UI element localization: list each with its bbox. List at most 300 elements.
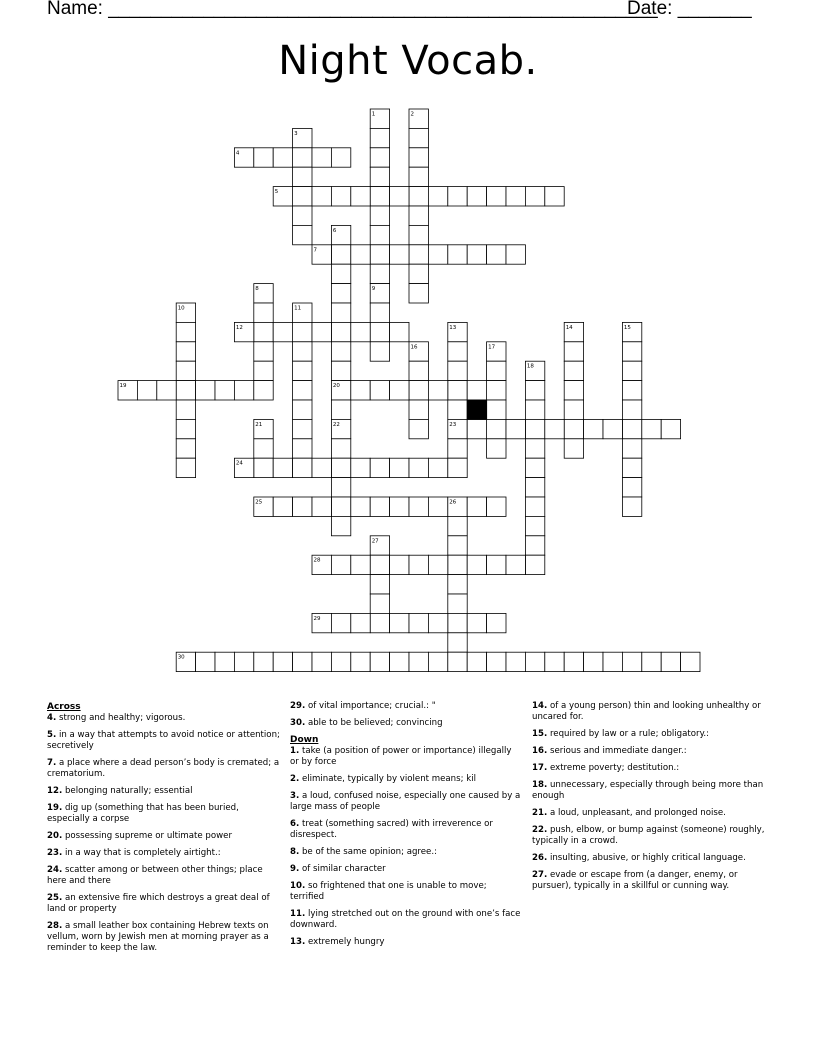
grid-cell[interactable]	[525, 478, 544, 497]
grid-cell[interactable]	[370, 594, 389, 613]
grid-cell[interactable]	[370, 245, 389, 264]
clue-item	[532, 870, 766, 892]
grid-cell[interactable]	[409, 419, 428, 438]
grid-cell[interactable]	[506, 245, 525, 264]
grid-cell[interactable]	[428, 245, 447, 264]
grid-cell[interactable]	[273, 322, 292, 341]
clue-number: 4.	[47, 713, 57, 723]
grid-cell[interactable]	[331, 458, 350, 477]
grid-cell[interactable]	[642, 419, 661, 438]
grid-cell[interactable]	[448, 381, 467, 400]
grid-cell[interactable]	[331, 497, 350, 516]
down-heading: Down	[290, 735, 319, 745]
grid-cell[interactable]	[293, 342, 312, 361]
grid-cell[interactable]	[525, 439, 544, 458]
grid-cell[interactable]	[331, 342, 350, 361]
grid-cell[interactable]	[176, 381, 195, 400]
clue-item	[532, 808, 766, 819]
cell-number: 22	[332, 421, 340, 428]
cell-number: 7	[313, 247, 317, 254]
grid-cell[interactable]	[254, 458, 273, 477]
cell-number: 28	[313, 557, 321, 564]
grid-cell[interactable]	[370, 497, 389, 516]
grid-cell[interactable]	[331, 555, 350, 574]
clue-number: 18.	[532, 780, 548, 790]
grid-cell[interactable]	[273, 148, 292, 167]
grid-cell[interactable]	[312, 322, 331, 341]
grid-cell[interactable]	[525, 381, 544, 400]
grid-cell[interactable]	[409, 187, 428, 206]
clues-column-1	[47, 700, 281, 960]
grid-cell[interactable]	[370, 381, 389, 400]
grid-cell[interactable]	[603, 419, 622, 438]
grid-cell[interactable]	[176, 322, 195, 341]
grid-cell[interactable]	[622, 478, 641, 497]
clue-number: 15.	[532, 729, 548, 739]
cell-number: 17	[488, 344, 496, 351]
grid-cell[interactable]	[564, 419, 583, 438]
grid-cell[interactable]	[467, 245, 486, 264]
cell-number: 11	[294, 305, 302, 312]
page-title: Night Vocab.	[278, 38, 538, 84]
clue-item	[47, 848, 281, 859]
clue-text: evade or escape from (a danger, enemy, or pursuer), typically in a skillful or cunning way.	[532, 870, 738, 891]
grid-cell[interactable]	[409, 497, 428, 516]
grid-cell[interactable]	[234, 652, 253, 671]
grid-cell[interactable]	[390, 555, 409, 574]
grid-cell[interactable]	[448, 652, 467, 671]
grid-cell[interactable]	[467, 497, 486, 516]
grid-cell[interactable]	[467, 555, 486, 574]
grid-cell[interactable]	[254, 322, 273, 341]
grid-cell[interactable]	[390, 187, 409, 206]
grid-cell[interactable]	[254, 148, 273, 167]
clue-text: dig up (something that has been buried, especially a corpse	[47, 803, 239, 824]
clue-number: 9.	[290, 864, 300, 874]
grid-cell[interactable]	[545, 187, 564, 206]
grid-cell[interactable]	[312, 497, 331, 516]
clue-item	[532, 853, 766, 864]
grid-cell[interactable]	[293, 497, 312, 516]
grid-cell[interactable]	[312, 458, 331, 477]
grid-cell[interactable]	[448, 439, 467, 458]
grid-cell[interactable]	[448, 400, 467, 419]
grid-cell[interactable]	[487, 381, 506, 400]
grid-cell[interactable]	[331, 148, 350, 167]
across-heading: Across	[47, 702, 81, 712]
grid-cell[interactable]	[293, 322, 312, 341]
grid-cell[interactable]	[351, 322, 370, 341]
cell-number: 6	[332, 227, 337, 234]
grid-cell[interactable]	[254, 652, 273, 671]
grid-cell[interactable]	[351, 381, 370, 400]
clue-item	[532, 763, 766, 774]
grid-cell[interactable]	[293, 400, 312, 419]
grid-cell[interactable]	[273, 497, 292, 516]
clues-column-2	[290, 700, 522, 954]
grid-cell[interactable]	[293, 652, 312, 671]
grid-cell[interactable]	[622, 652, 641, 671]
grid-cell[interactable]	[622, 497, 641, 516]
clue-item	[47, 730, 281, 752]
clue-number: 3.	[290, 791, 300, 801]
clue-text: treat (something sacred) with irreverence or disrespect.	[290, 819, 493, 840]
clue-number: 12.	[47, 786, 63, 796]
grid-cell[interactable]	[584, 652, 603, 671]
grid-cell[interactable]	[390, 381, 409, 400]
cell-number: 26	[449, 499, 457, 506]
grid-cell[interactable]	[331, 284, 350, 303]
clue-item	[532, 825, 766, 847]
grid-cell[interactable]	[351, 555, 370, 574]
grid-cell[interactable]	[428, 497, 447, 516]
clue-text: eliminate, typically by violent means; kil	[299, 774, 476, 784]
grid-cell[interactable]	[525, 555, 544, 574]
grid-cell[interactable]	[293, 381, 312, 400]
grid-cell[interactable]	[506, 419, 525, 438]
grid-cell[interactable]	[622, 381, 641, 400]
grid-cell[interactable]	[448, 342, 467, 361]
clue-item	[532, 780, 766, 802]
clue-number: 23.	[47, 848, 63, 858]
grid-cell[interactable]	[467, 419, 486, 438]
clue-item	[290, 774, 522, 785]
grid-cell[interactable]	[525, 419, 544, 438]
grid-cell[interactable]	[351, 458, 370, 477]
grid-cell[interactable]	[487, 652, 506, 671]
grid-cell[interactable]	[467, 381, 486, 400]
grid-cell[interactable]	[196, 652, 215, 671]
grid-cell[interactable]	[293, 439, 312, 458]
grid-cell[interactable]	[409, 381, 428, 400]
grid-cell[interactable]	[642, 652, 661, 671]
grid-cell[interactable]	[215, 652, 234, 671]
grid-cell[interactable]	[409, 225, 428, 244]
grid-cell[interactable]	[293, 167, 312, 186]
grid-cell[interactable]	[331, 322, 350, 341]
clue-text: of similar character	[299, 864, 386, 874]
grid-cell[interactable]	[331, 613, 350, 632]
grid-cell[interactable]	[137, 381, 156, 400]
clue-item	[47, 713, 281, 724]
clue-item	[532, 701, 766, 723]
clue-number: 16.	[532, 746, 548, 756]
grid-cell[interactable]	[331, 516, 350, 535]
grid-cell[interactable]	[331, 652, 350, 671]
clue-text: an extensive fire which destroys a great deal of land or property	[47, 893, 270, 914]
grid-cell[interactable]	[564, 439, 583, 458]
grid-cell[interactable]	[370, 128, 389, 147]
grid-cell[interactable]	[428, 652, 447, 671]
grid-cell[interactable]	[293, 225, 312, 244]
grid-cell[interactable]	[370, 264, 389, 283]
grid-cell[interactable]	[487, 187, 506, 206]
cell-number: 15	[623, 324, 631, 331]
clue-number: 25.	[47, 893, 63, 903]
clue-item	[290, 819, 522, 841]
grid-cell[interactable]	[681, 652, 700, 671]
grid-cell[interactable]	[293, 206, 312, 225]
grid-cell[interactable]	[622, 419, 641, 438]
grid-cell[interactable]	[409, 284, 428, 303]
grid-cell[interactable]	[448, 361, 467, 380]
grid-cell[interactable]	[487, 400, 506, 419]
grid-cell[interactable]	[331, 400, 350, 419]
grid-cell[interactable]	[525, 400, 544, 419]
clue-text: in a way that is completely airtight.:	[62, 848, 221, 858]
grid-cell[interactable]	[409, 167, 428, 186]
grid-cell[interactable]	[312, 652, 331, 671]
clue-text: a small leather box containing Hebrew texts on vellum, worn by Jewish men at morning prayer as a reminder to keep the law.	[47, 921, 269, 953]
grid-cell[interactable]	[409, 361, 428, 380]
grid-cell[interactable]	[409, 613, 428, 632]
cell-number: 21	[255, 421, 263, 428]
clue-text: possessing supreme or ultimate power	[62, 831, 232, 841]
grid-cell[interactable]	[622, 342, 641, 361]
grid-cell[interactable]	[448, 633, 467, 652]
grid-cell[interactable]	[176, 439, 195, 458]
grid-cell[interactable]	[370, 575, 389, 594]
clue-text: push, elbow, or bump against (someone) roughly, typically in a crowd.	[532, 825, 765, 846]
clue-item	[290, 847, 522, 858]
grid-cell[interactable]	[506, 187, 525, 206]
grid-cell[interactable]	[584, 419, 603, 438]
grid-cell[interactable]	[428, 381, 447, 400]
grid-cell[interactable]	[525, 536, 544, 555]
clue-number: 1.	[290, 746, 300, 756]
clues-column-3	[532, 700, 766, 898]
cell-number: 12	[235, 324, 243, 331]
grid-cell[interactable]	[390, 458, 409, 477]
clue-item	[47, 831, 281, 842]
clue-text: take (a position of power or importance) illegally or by force	[290, 746, 512, 767]
grid-cell[interactable]	[622, 458, 641, 477]
grid-cell[interactable]	[293, 361, 312, 380]
grid-cell[interactable]	[564, 652, 583, 671]
grid-cell[interactable]	[448, 536, 467, 555]
grid-cell[interactable]	[351, 497, 370, 516]
grid-cell[interactable]	[525, 516, 544, 535]
grid-cell[interactable]	[331, 478, 350, 497]
grid-cell[interactable]	[390, 652, 409, 671]
grid-cell[interactable]	[661, 419, 680, 438]
cell-number: 13	[449, 324, 457, 331]
grid-cell[interactable]	[215, 381, 234, 400]
grid-cell[interactable]	[409, 206, 428, 225]
grid-cell[interactable]	[545, 419, 564, 438]
grid-cell[interactable]	[331, 303, 350, 322]
clue-text: so frightened that one is unable to move; terrified	[290, 881, 487, 902]
clue-item	[47, 921, 281, 954]
grid-cell[interactable]	[525, 497, 544, 516]
grid-cell[interactable]	[254, 303, 273, 322]
grid-cell[interactable]	[331, 187, 350, 206]
grid-cell[interactable]	[176, 458, 195, 477]
grid-cell[interactable]	[390, 245, 409, 264]
cell-number: 20	[332, 383, 340, 390]
grid-cell[interactable]	[254, 381, 273, 400]
grid-cell[interactable]	[351, 187, 370, 206]
clue-number: 6.	[290, 819, 300, 829]
cell-number: 29	[313, 615, 321, 622]
grid-cell[interactable]	[370, 148, 389, 167]
grid-cell[interactable]	[331, 264, 350, 283]
grid-cell[interactable]	[448, 458, 467, 477]
grid-cell[interactable]	[331, 361, 350, 380]
clue-number: 24.	[47, 865, 63, 875]
grid-cell[interactable]	[487, 439, 506, 458]
clue-text: lying stretched out on the ground with one’s face downward.	[290, 909, 521, 930]
grid-cell[interactable]	[487, 419, 506, 438]
grid-cell[interactable]	[448, 575, 467, 594]
grid-cell[interactable]	[409, 148, 428, 167]
clue-text: able to be believed; convincing	[305, 718, 443, 728]
grid-cell[interactable]	[370, 342, 389, 361]
grid-cell[interactable]	[525, 458, 544, 477]
clue-item	[290, 746, 522, 768]
clue-number: 28.	[47, 921, 63, 931]
grid-cell[interactable]	[370, 652, 389, 671]
cell-number: 8	[255, 286, 259, 293]
grid-cell[interactable]	[409, 128, 428, 147]
grid-cell[interactable]	[545, 652, 564, 671]
clue-text: belonging naturally; essential	[62, 786, 193, 796]
grid-cell[interactable]	[564, 342, 583, 361]
grid-cell[interactable]	[370, 303, 389, 322]
grid-cell[interactable]	[428, 187, 447, 206]
grid-cell[interactable]	[622, 439, 641, 458]
grid-cell[interactable]	[370, 206, 389, 225]
clue-item	[47, 758, 281, 780]
cell-number: 18	[526, 363, 534, 370]
grid-cell[interactable]	[351, 245, 370, 264]
grid-cell[interactable]	[331, 439, 350, 458]
grid-cell[interactable]	[254, 361, 273, 380]
grid-cell[interactable]	[390, 322, 409, 341]
clue-text: extremely hungry	[305, 937, 385, 947]
grid-cell[interactable]	[448, 516, 467, 535]
grid-cell[interactable]	[409, 264, 428, 283]
grid-cell[interactable]	[525, 652, 544, 671]
grid-cell[interactable]	[390, 497, 409, 516]
grid-cell[interactable]	[293, 187, 312, 206]
grid-cell[interactable]	[564, 400, 583, 419]
grid-cell[interactable]	[428, 555, 447, 574]
date-field[interactable]: Date: _______	[627, 0, 752, 19]
grid-cell[interactable]	[370, 225, 389, 244]
grid-cell[interactable]	[176, 342, 195, 361]
grid-cell[interactable]	[390, 613, 409, 632]
grid-cell[interactable]	[467, 613, 486, 632]
grid-cell[interactable]	[370, 613, 389, 632]
grid-cell[interactable]	[293, 458, 312, 477]
grid-cell[interactable]	[370, 322, 389, 341]
grid-cell[interactable]	[351, 652, 370, 671]
grid-cell[interactable]	[273, 652, 292, 671]
grid-cell[interactable]	[176, 361, 195, 380]
grid-cell[interactable]	[467, 652, 486, 671]
grid-cell[interactable]	[603, 652, 622, 671]
grid-cell[interactable]	[448, 613, 467, 632]
clue-item	[47, 786, 281, 797]
grid-cell[interactable]	[196, 381, 215, 400]
grid-cell[interactable]	[409, 555, 428, 574]
grid-cell[interactable]	[564, 361, 583, 380]
cell-number: 1	[371, 111, 376, 118]
grid-cell[interactable]	[312, 148, 331, 167]
clue-item	[47, 893, 281, 915]
clue-item	[47, 803, 281, 825]
grid-cell[interactable]	[448, 187, 467, 206]
grid-cell[interactable]	[448, 555, 467, 574]
clue-text: serious and immediate danger.:	[547, 746, 687, 756]
cell-number: 23	[449, 421, 457, 428]
black-cell	[467, 400, 486, 419]
clue-item	[290, 937, 522, 948]
grid-cell[interactable]	[487, 613, 506, 632]
grid-cell[interactable]	[370, 187, 389, 206]
clue-item	[532, 746, 766, 757]
clue-number: 21.	[532, 808, 548, 818]
grid-cell[interactable]	[254, 439, 273, 458]
grid-cell[interactable]	[312, 187, 331, 206]
grid-cell[interactable]	[273, 458, 292, 477]
grid-cell[interactable]	[428, 613, 447, 632]
grid-cell[interactable]	[351, 613, 370, 632]
cell-number: 4	[235, 150, 240, 157]
clue-item	[290, 791, 522, 813]
grid-cell[interactable]	[506, 652, 525, 671]
grid-cell[interactable]	[293, 148, 312, 167]
grid-cell[interactable]	[448, 594, 467, 613]
name-field[interactable]: Name: ____________________________________________________	[47, 0, 658, 19]
grid-cell[interactable]	[564, 381, 583, 400]
grid-cell[interactable]	[487, 497, 506, 516]
grid-cell[interactable]	[487, 361, 506, 380]
grid-cell[interactable]	[409, 400, 428, 419]
grid-cell[interactable]	[157, 381, 176, 400]
clue-text: a loud, confused noise, especially one caused by a large mass of people	[290, 791, 521, 812]
clue-number: 30.	[290, 718, 306, 728]
grid-cell[interactable]	[622, 400, 641, 419]
grid-cell[interactable]	[370, 555, 389, 574]
grid-cell[interactable]	[487, 245, 506, 264]
grid-cell[interactable]	[176, 419, 195, 438]
grid-cell[interactable]	[448, 245, 467, 264]
grid-cell[interactable]	[293, 419, 312, 438]
grid-cell[interactable]	[525, 187, 544, 206]
grid-cell[interactable]	[409, 652, 428, 671]
grid-cell[interactable]	[254, 342, 273, 361]
clue-text: be of the same opinion; agree.:	[299, 847, 437, 857]
cell-number: 24	[235, 460, 243, 467]
grid-cell[interactable]	[409, 245, 428, 264]
grid-cell[interactable]	[370, 167, 389, 186]
grid-cell[interactable]	[506, 555, 525, 574]
grid-cell[interactable]	[176, 400, 195, 419]
grid-cell[interactable]	[409, 458, 428, 477]
grid-cell[interactable]	[622, 361, 641, 380]
grid-cell[interactable]	[661, 652, 680, 671]
grid-cell[interactable]	[331, 245, 350, 264]
clue-text: required by law or a rule; obligatory.:	[547, 729, 710, 739]
grid-cell[interactable]	[234, 381, 253, 400]
grid-cell[interactable]	[428, 458, 447, 477]
grid-cell[interactable]	[467, 187, 486, 206]
grid-cell[interactable]	[487, 555, 506, 574]
clue-number: 5.	[47, 730, 57, 740]
grid-cell[interactable]	[370, 458, 389, 477]
